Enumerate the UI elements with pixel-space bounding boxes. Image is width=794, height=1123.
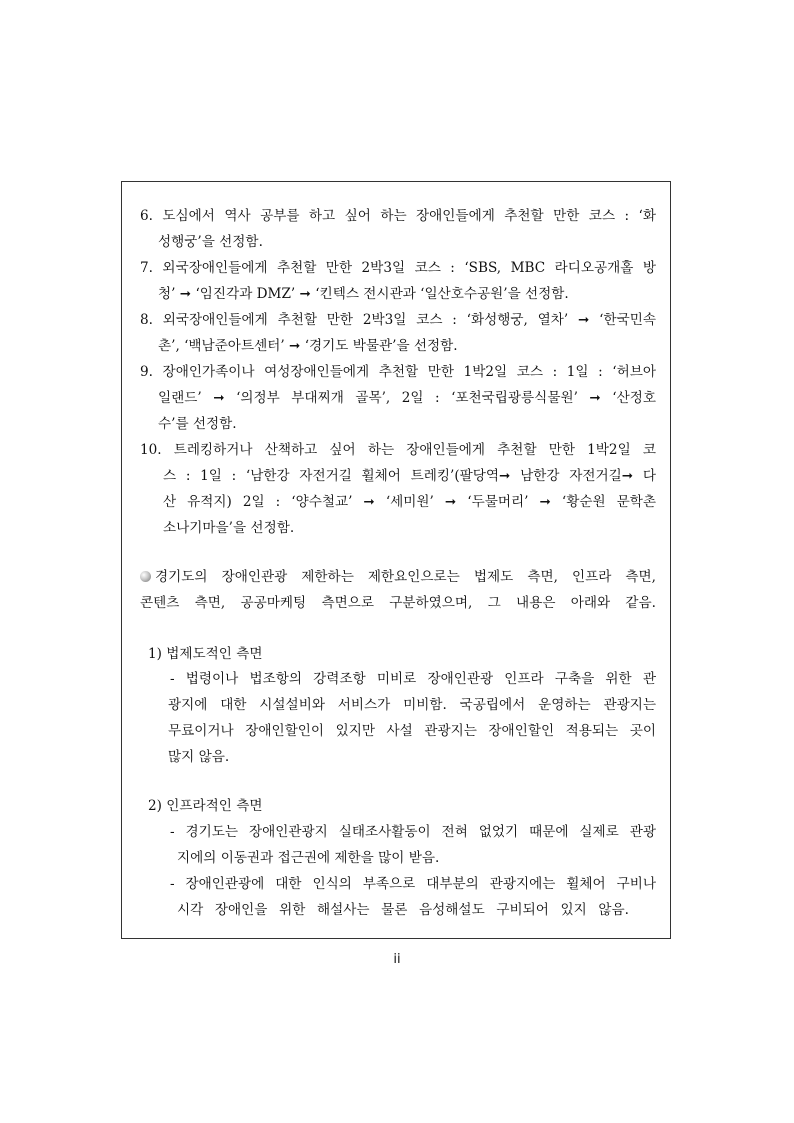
list-item-10-line-3: 산 유적지) 2일 : ‘양수철교’ ➞ ‘세미원’ ➞ ‘두물머리’ ➞ ‘황순원 문학촌	[163, 494, 656, 510]
section-2-line-3: - 장애인관광에 대한 인식의 부족으로 대부분의 관광지에는 휠체어 구비나	[170, 876, 656, 892]
page-number: ii	[393, 952, 401, 967]
section-2-line-4: 시각 장애인을 위한 해설사는 물론 음성해설도 구비되어 있지 않음.	[177, 902, 629, 918]
list-item-9-line-3: 수’를 선정함.	[158, 416, 237, 432]
list-item-9-line-1: 9. 장애인가족이나 여성장애인들에게 추천할 만한 1박2일 코스 : 1일 : ‘허브아	[140, 364, 656, 380]
list-item-7-line-1: 7. 외국장애인들에게 추천할 만한 2박3일 코스 : ‘SBS, MBC 라디오공개홀 방	[140, 260, 656, 276]
list-item-10-line-1: 10. 트레킹하거나 산책하고 싶어 하는 장애인들에게 추천할 만한 1박2일 코	[140, 442, 656, 458]
section-2-line-2: 지에의 이동권과 접근권에 제한을 많이 받음.	[177, 850, 440, 866]
list-item-9-line-2: 일랜드’ ➞ ‘의정부 부대찌개 골목’, 2일 : ‘포천국립광릉식물원’ ➞ ‘산정호	[158, 390, 656, 406]
list-item-6-line-1: 6. 도심에서 역사 공부를 하고 싶어 하는 장애인들에게 추천할 만한 코스 : ‘화	[140, 208, 656, 224]
list-item-8-line-1: 8. 외국장애인들에게 추천할 만한 2박3일 코스 : ‘화성행궁, 열차’ ➞ ‘한국민속	[140, 312, 656, 328]
summary-line-2: 콘텐츠 측면, 공공마케팅 측면으로 구분하였으며, 그 내용은 아래와 같음.	[140, 595, 656, 611]
list-item-8-line-2: 촌’, ‘백남준아트센터’ ➞ ‘경기도 박물관’을 선정함.	[158, 338, 458, 354]
list-item-10-line-4: 소나기마을’을 선정함.	[163, 520, 295, 536]
list-item-7-line-2: 청’ ➞ ‘임진각과 DMZ’ ➞ ‘킨텍스 전시관과 ‘일산호수공원’을 선정함.	[158, 286, 569, 302]
bullet-icon	[140, 571, 151, 582]
section-2-heading: 2) 인프라적인 측면	[148, 798, 263, 814]
summary-line-1: 경기도의 장애인관광 제한하는 제한요인으로는 법제도 측면, 인프라 측면,	[140, 568, 656, 586]
section-1-line-2: 광지에 대한 시설설비와 서비스가 미비함. 국공립에서 운영하는 관광지는	[168, 697, 656, 713]
section-1-line-1: - 법령이나 법조항의 강력조항 미비로 장애인관광 인프라 구축을 위한 관	[170, 671, 656, 687]
section-1-line-3: 무료이거나 장애인할인이 있지만 사설 관광지는 장애인할인 적용되는 곳이	[168, 723, 656, 739]
list-item-6-line-2: 성행궁’을 선정함.	[158, 234, 263, 250]
section-2-line-1: - 경기도는 장애인관광지 실태조사활동이 전혀 없었기 때문에 실제로 관광	[170, 824, 656, 840]
list-item-10-line-2: 스 : 1일 : ‘남한강 자전거길 휠체어 트레킹’(팔당역➞ 남한강 자전거길➞ 다	[163, 468, 656, 484]
section-1-heading: 1) 법제도적인 측면	[148, 646, 263, 662]
section-1-line-4: 많지 않음.	[168, 749, 230, 765]
